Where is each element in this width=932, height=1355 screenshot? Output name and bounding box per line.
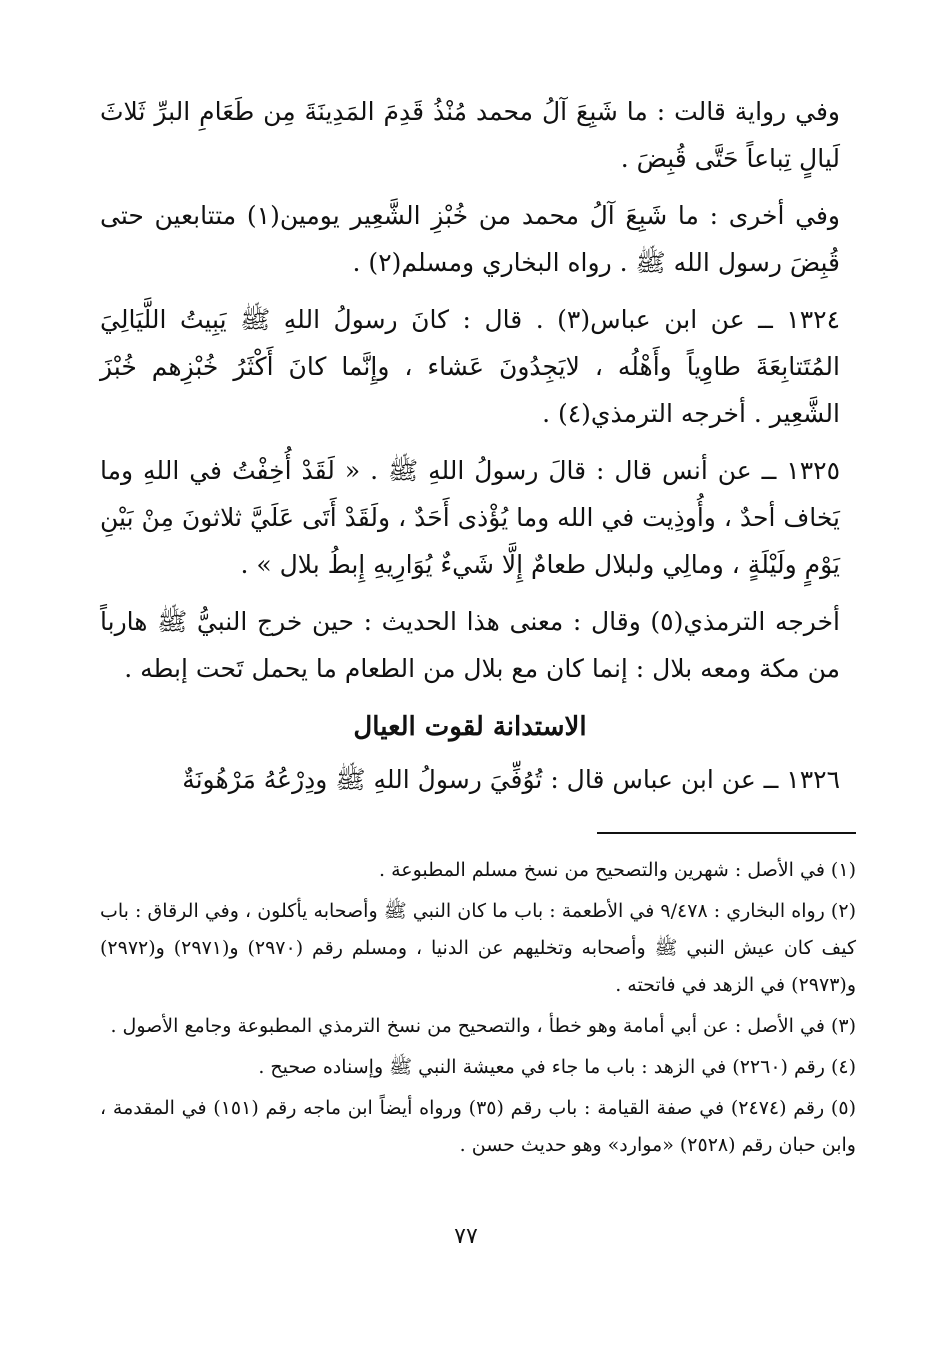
paragraph-1: وفي رواية قالت : ما شَبِعَ آلُ محمد مُنْذُ قَدِمَ المَدِينَةَ مِن طَعَامِ البرِّ ثَلاثَ لَيالٍ تِباعاً حَتَّى قُبِضَ . [100,97,840,173]
footnote-1: (١) في الأصل : شهرين والتصحيح من نسخ مسلم المطبوعة . [379,859,856,881]
footnote-4: (٤) رقم (٢٢٦٠) في الزهد : باب ما جاء في معيشة النبي ﷺ وإسناده صحيح . [258,1056,856,1078]
hadith-1326: ١٣٢٦ ــ عن ابن عباس قال : تُوُفِّيَ رسولُ اللهِ ﷺ ودِرْعُهُ مَرْهُونَةٌ [182,765,840,794]
footnote-3: (٣) في الأصل : عن أبي أمامة وهو خطأ ، والتصحيح من نسخ الترمذي المطبوعة وجامع الأصول . [110,1015,856,1037]
paragraph-commentary: أخرجه الترمذي(٥) وقال : معنى هذا الحديث : حين خرج النبيُّ ﷺ هارباً من مكة ومعه بلال : إنما كان مع بلال من الطعام ما يحمل تَحت إبطه . [100,607,840,683]
page-number: ٧٧ [454,1224,478,1249]
footnotes [100,852,856,1168]
footnote-divider [597,832,856,834]
hadith-1325: ١٣٢٥ ــ عن أنس قال : قالَ رسولُ اللهِ ﷺ . « لَقَدْ أُخِفْتُ في اللهِ وما يَخاف أحدٌ ، وأُوذِيت في الله وما يُؤْذى أَحَدٌ ، ولَقَدْ أَتَى عَلَيَّ ثلاثونَ مِنْ بَيْنِ يَوْمٍ ولَيْلَةٍ ، ومالِي ولبلال طعامٌ إِلَّا شَيءٌ يُوَارِيهِ إِبطُ بلال » . [100,456,840,579]
section-title: الاستدانة لقوت العيال [353,712,587,742]
footnote-5: (٥) رقم (٢٤٧٤) في صفة القيامة : باب رقم (٣٥) ورواه أيضاً ابن ماجه رقم (١٥١) في المقدمة ، وابن حبان رقم (٢٥٢٨) «موارد» وهو حديث حسن . [100,1097,856,1156]
paragraph-2: وفي أخرى : ما شَبِعَ آلُ محمد من خُبْزِ الشَّعِير يومين(١) متتابعين حتى قُبِضَ رسول الله ﷺ . رواه البخاري ومسلم(٢) . [100,201,840,277]
main-text [100,88,840,813]
footnote-2: (٢) رواه البخاري : ٩/٤٧٨ في الأطعمة : باب ما كان النبي ﷺ وأصحابه يأكلون ، وفي الرقاق : باب كيف كان عيش النبي ﷺ وأصحابه وتخليهم عن الدنيا ، ومسلم رقم (٢٩٧٠) و(٢٩٧١) و(٢٩٧٢) و(٢٩٧٣) في الزهد في فاتحته . [100,900,856,996]
hadith-1324: ١٣٢٤ ــ عن ابن عباس(٣) . قال : كانَ رسولُ اللهِ ﷺ يَبِيتُ اللَّيَالِيَ المُتَتابِعَةَ طاوِياً وأَهْلُه ، لايَجِدُونَ عَشاء ، وإِنَّما كانَ أَكْثَرُ خُبْزِهم خُبْزَ الشَّعِير . أخرجه الترمذي(٤) . [100,305,840,428]
